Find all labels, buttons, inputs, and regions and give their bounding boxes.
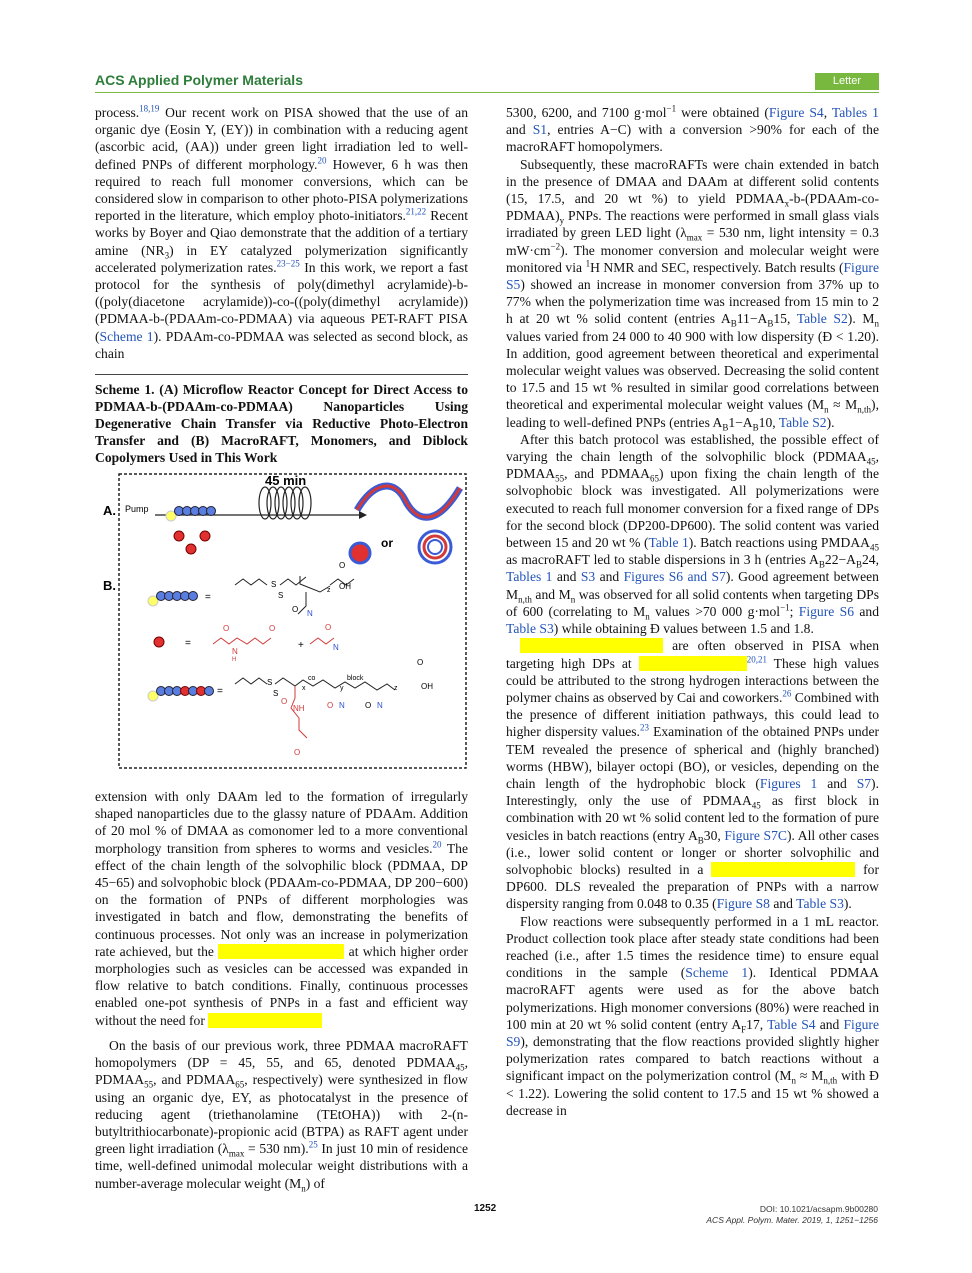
svg-text:S: S [267,678,273,688]
svg-text:NH: NH [293,704,305,714]
diblock-legend [148,687,214,702]
svg-text:O: O [417,658,424,668]
svg-text:z: z [327,587,331,595]
table-link[interactable]: S1 [532,122,548,138]
citation-link[interactable]: 26 [782,688,792,699]
svg-text:N: N [377,701,383,711]
svg-text:=: = [217,686,223,698]
svg-text:N: N [333,643,339,653]
reactor-coil [259,487,311,519]
svg-text:N: N [232,647,238,657]
figure-link[interactable]: Figure S4 [768,105,824,120]
pump-label: Pump [125,504,149,515]
doi-link[interactable]: DOI: 10.1021/acsapm.9b00280 [759,1204,878,1214]
paragraph: 5300, 6200, and 7100 g·mol$^{-1}$ were obtained (Figure S4, Tables 1 and S1, entries A−C) with a conversion >90% for each of the macroRAFT homopolymers. [506,103,879,155]
residence-time-label: 45 min [265,473,307,489]
highlighted-text: deoxygenation steps. [208,1012,323,1028]
journal-title[interactable]: ACS Applied Polymer Materials [95,72,303,88]
svg-text:x: x [302,685,306,693]
paragraph: On the basis of our previous work, three PDMAA macroRAFT homopolymers (DP = 45, 55, and 65, denoted $PDMAA_{45}$, $PDMAA_{55}$, and $PDMAA_{65}$, respectively) were synthesized in flow using an organic dye, EY, as photocatalyst in the presence of reducing agent (triethanolamine (TEtOHA)) with 2-(n-butyltrithiocarbonate)-propionic acid (BTPA) as RAFT agent under green light irradiation ($\lambda_{max} = 530$ nm).$^{25}$ In just 10 min of residence time, well-defined unimodal molecular weight distributions with a number-average molecular weight $(M_n)$ of [95,1037,468,1194]
svg-text:OH: OH [339,582,351,592]
scheme-link[interactable]: Scheme 1 [685,965,749,981]
svg-text:O: O [339,561,346,571]
sphere-morphology [350,543,370,563]
citation-link[interactable]: 20 [432,839,442,850]
svg-text:O: O [292,605,299,615]
label-a: A. [103,503,116,519]
svg-text:O: O [294,748,301,758]
table-link[interactable]: Table S3 [506,621,554,637]
figure-link[interactable]: Figure S6 [798,603,855,619]
svg-text:O: O [223,624,230,634]
monomer-legend [154,637,164,647]
label-b: B. [103,578,116,594]
citation-link[interactable]: 18,19 [139,103,160,114]
citation-link[interactable]: 20,21 [746,653,767,664]
table-link[interactable]: Table S2 [778,414,827,430]
citation-link[interactable]: 23−25 [276,258,300,269]
svg-text:y: y [340,685,344,693]
svg-text:N: N [307,609,313,619]
journal-citation: ACS Appl. Polym. Mater. 2019, 1, 1251−1256 [706,1215,878,1225]
svg-text:co: co [308,675,316,683]
figure-link[interactable]: Figures 1 [759,775,818,791]
macroraft-chain-a [166,507,216,522]
highlighted-text: mixture of morphologies [711,861,856,877]
scheme-diagram [95,470,468,770]
figure-link[interactable]: Figure S9 [506,1016,879,1049]
page-header [95,72,879,94]
highlighted-text: range of solid contents [218,943,345,959]
right-column [506,104,879,1119]
paragraph: Flow reactions were subsequently performed in a 1 mL reactor. Product collection took place after steady state conditions had been reached (i.e., after 1.5 times the residence time) to ensure equal conditions in the sample (Scheme 1). Identical PDMAA macroRAFT agents were used as for the above batch polymerizations. High monomer conversions (80%) were reached in 100 min at 20 wt % solid content (entry $A_F17$, Table S4 and Figure S9), demonstrating that the flow reactions provided slightly higher polymerization rates compared to batch reactions without a significant impact on the polymerization control ($M_n \approx M_{n,th}$ with Đ < 1.22). Lowering the solid content to 17.5 and 15 wt % showed a decrease in [506,913,880,1118]
paragraph: Higher dispersity values are often observed in PISA when targeting high DPs at high solid content.$^{20,21}$ These high values could be attributed to the strong hydrogen interactions between the polymer chains as observed by Cai and coworkers.$^{26}$ Combined with the presence of different initiation pathways, this could lead to higher dispersity values.$^{23}$ Examination of the obtained PNPs under TEM revealed the presence of spherical and (highly branched) worms (HBW), bilayer octopi (BO), or vesicles, depending on the chain length of the hydrophobic block (Figures 1 and S7). Interestingly, only the use of $PDMAA_{45}$ as first block in combination with 20 wt % solid content led to the formation of pure vesicles in batch reactions (entry $A_B30$, Figure S7C). All other cases (i.e., lower solid content or longer or shorter solvophilic and solvophobic blocks) resulted in a mixture of morphologies for DP600. DLS revealed the preparation of PNPs with a narrow dispersity ranging from 0.048 to 0.35 (Figure S8 and Table S3). [506,638,880,912]
table-link[interactable]: Tables 1 [506,569,553,585]
svg-text:S: S [271,580,277,590]
figure-link[interactable]: Figure S5 [506,259,879,293]
scheme-figure [95,470,468,770]
or-label: or [381,536,393,551]
scheme-link[interactable]: Scheme 1 [99,328,154,344]
svg-text:=: = [185,638,191,650]
dmaa-structure [310,638,334,644]
paragraph: process.$^{18,19}$ Our recent work on PISA showed that the use of an organic dye (Eosin Y, (EY)) in combination with a reducing agent (ascorbic acid, (AA)) under green light irradiation led to well-defined PNPs of different morphology.$^{20}$ However, 6 h was then required to reach full monomer conversions, which can be considered slow in comparison to other photo-PISA polymerizations reported in the literature, which employ photo-initiators.$^{21,22}$ Recent works by Boyer and Qiao demonstrate that the addition of a tertiary amine $(NR_3)$ in EY catalyzed polymerization significantly accelerated polymerization rates.$^{23-25}$ In this work, we report a fast protocol for the synthesis of poly(dimethyl acrylamide)-b-((poly(diacetone acrylamide))-co-((poly(dimethyl acrylamide)) (PDMAA-b-(PDAAm-co-PDMAA) via aqueous PET-RAFT PISA (Scheme 1). PDAAm-co-PDMAA was selected as second block, as chain [95,103,469,361]
svg-text:block: block [347,675,364,683]
citation-link[interactable]: 23 [639,722,649,733]
citation-link[interactable]: 25 [308,1139,318,1150]
svg-text:=: = [205,592,211,604]
svg-text:O: O [325,623,332,633]
figure-link[interactable]: S7 [856,775,872,791]
left-column [95,104,468,1192]
highlighted-text: high solid content. [638,655,747,671]
svg-text:S: S [278,591,284,601]
table-link[interactable]: Table S4 [767,1016,816,1032]
article-type-badge: Letter [815,73,879,90]
figure-link[interactable]: Figure S8 [716,896,770,912]
figure-link[interactable]: Figure S7C [724,827,787,843]
figure-link[interactable]: Figures S6 and S7 [623,569,726,585]
scheme-top-rule [95,374,468,375]
svg-text:O: O [327,701,334,711]
svg-text:+: + [298,640,304,652]
citation-link[interactable]: 21,22 [405,206,427,217]
citation-link[interactable]: 20 [317,155,327,166]
scheme-caption: Scheme 1. (A) Microflow Reactor Concept for Direct Access to PDMAA-b-(PDAAm-co-PDMAA) Nanoparticles Using Degenerative Chain Transfer via Reductive Photo-Electron Transfer and (B) MacroRAFT, Monomers, and Diblock Copolymers Used in This Work [95,382,468,466]
table-link[interactable]: Tables 1 [831,105,879,120]
svg-text:H: H [232,657,237,664]
paragraph: Subsequently, these macroRAFTs were chain extended in batch in the presence of DMAA and DAAm at different solid contents (15, 17.5, and 20 wt %) to yield $PDMAA_x-b-(PDAAm-co-PDMAA)_y$ PNPs. The reactions were performed in small glass vials irradiated by green LED light ($\lambda_{max} = 530$ nm, light intensity = 0.3 $mW\cdot cm^{-2}$). The monomer conversion and molecular weight were monitored via $^1$H NMR and SEC, respectively. Batch results (Figure S5) showed an increase in monomer conversion from 37% up to 77% when the polymerization time was increased from 15 min to 2 h at 20 wt % solid content (entries $A_B11-A_B15$, Table S2). $M_n$ values varied from 24 000 to 40 900 with low dispersity (Đ < 1.20). In addition, good agreement between theoretical and experimental molecular weight values was observed. Decreasing the solid content to 17.5 and 15 wt % resulted in similar good correlations between theoretical and experimental molecular weight values $(M_n \approx M_{n,th})$, leading to well-defined PNPs (entries $A_B1-A_B10$, Table S2). [506,156,879,433]
header-rule [95,92,879,93]
svg-text:S: S [273,689,279,699]
macroraft-legend [148,592,198,607]
table-link[interactable]: Table 1 [648,535,689,551]
daam-structure [213,638,271,644]
page-number: 1252 [474,1203,497,1214]
svg-text:N: N [339,701,345,711]
svg-text:O: O [365,701,372,711]
svg-text:O: O [281,697,288,707]
paragraph: extension with only DAAm led to the formation of irregularly shaped nanoparticles due to the glassy nature of PDAAm. Addition of 20 mol % of DMAA as comonomer led to a more conventional morphology transition from spheres to worms and vesicles.$^{20}$ The effect of the chain length of the solvophilic block (PDMAA, DP 45−65) and solvophobic block (PDAAm-co-PDMAA, DP 200−600) on the formation of PNPs of different morphologies was investigated in batch and flow, demonstrating the benefits of continuous processes. Not only was an increase in polymerization rate achieved, but the range of solid contents at which higher order morphologies such as vesicles can be accessed was expanded in flow relative to batch conditions. Finally, continuous processes enabled one-pot synthesis of PNPs in a fast and efficient way without the need for deoxygenation steps. [95,789,468,1028]
table-link[interactable]: Table S3 [796,896,844,912]
svg-text:O: O [269,624,276,634]
svg-text:z: z [394,685,398,693]
table-link[interactable]: S3 [580,569,596,585]
table-link[interactable]: Table S2 [796,311,848,327]
svg-text:OH: OH [421,682,433,692]
highlighted-text: Higher dispersity values [520,638,664,654]
footer-citation [706,1204,878,1226]
paragraph: After this batch protocol was established, the possible effect of varying the chain length of the solvophilic block ($PDMAA_{45}$, $PDMAA_{55}$, and $PDMAA_{65}$) upon fixing the chain length of the solvophobic block was investigated. All polymerizations were executed to reach full monomer conversion for a fixed range of DPs for the second block (DP200-DP600). The solid content was varied between 15 and 20 wt % (Table 1). Batch reactions using $PMDAA_{45}$ as macroRAFT led to stable dispersions in 3 h (entries $A_B22-A_B24$, Tables 1 and S3 and Figures S6 and S7). Good agreement between $M_{n,th}$ and $M_n$ was observed for all solid contents when targeting DPs of 600 (correlating to $M_n$ values >70 000 g·mol$^{-1}$; Figure S6 and Table S3) while obtaining Đ values between 1.5 and 1.8. [506,431,880,637]
